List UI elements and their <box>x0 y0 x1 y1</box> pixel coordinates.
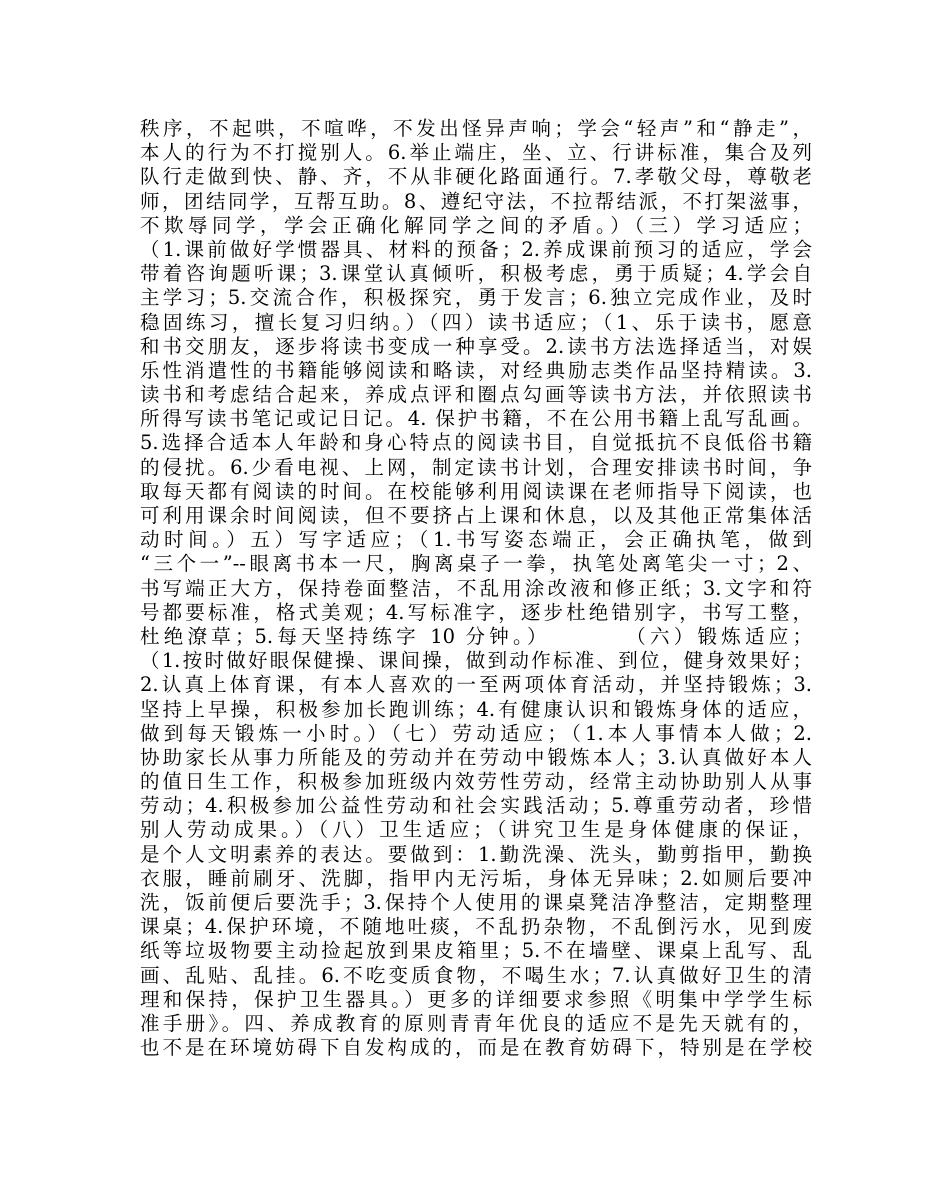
text-line: 师，团结同学，互帮互助。8、遵纪守法，不拉帮结派，不打架滋事， <box>140 189 812 213</box>
text-line: 主学习；5.交流合作，积极探究，勇于发言；6.独立完成作业，及时 <box>140 286 812 310</box>
text-line: “三个一”--眼离书本一尺，胸离桌子一拳，执笔处离笔尖一寸；2、 <box>140 552 812 576</box>
text-line: 课桌；4.保护环境，不随地吐痰，不乱扔杂物，不乱倒污水，见到废 <box>140 915 812 939</box>
text-line: （1.按时做好眼保健操、课间操，做到动作标准、到位，健身效果好； <box>140 649 812 673</box>
text-line: 带着咨询题听课；3.课堂认真倾听，积极考虑，勇于质疑；4.学会自 <box>140 262 812 286</box>
text-line: 理和保持，保护卫生器具。）更多的详细要求参照《明集中学学生标 <box>140 987 812 1011</box>
text-line: 画、乱贴、乱挂。6.不吃变质食物，不喝生水；7.认真做好卫生的清 <box>140 963 812 987</box>
text-line: 5.选择合适本人年龄和身心特点的阅读书目，自觉抵抗不良低俗书籍 <box>140 431 812 455</box>
text-line: 秩序，不起哄，不喧哗，不发出怪异声响；学会“轻声”和“静走”， <box>140 117 812 140</box>
text-line: 书写端正大方，保持卷面整洁，不乱用涂改液和修正纸；3.文字和符 <box>140 576 812 600</box>
body-text <box>140 117 812 1060</box>
text-line: 劳动；4.积极参加公益性劳动和社会实践活动；5.尊重劳动者，珍惜 <box>140 794 812 818</box>
text-line: 队行走做到快、静、齐，不从非硬化路面通行。7.孝敬父母，尊敬老 <box>140 165 812 189</box>
text-line: 别人劳动成果。）（八）卫生适应；（讲究卫生是身体健康的保证， <box>140 818 812 842</box>
text-line: 动时间。）五）写字适应；（1.书写姿态端正，会正确执笔，做到 <box>140 528 812 552</box>
text-line: 本人的行为不打搅别人。6.举止端庄，坐、立、行讲标准，集合及列 <box>140 141 812 165</box>
text-line: 号都要标准，格式美观；4.写标准字，逐步杜绝错别字，书写工整， <box>140 600 812 624</box>
text-line: 可利用课余时间阅读，但不要挤占上课和休息，以及其他正常集体活 <box>140 504 812 527</box>
text-line: 的值日生工作，积极参加班级内效劳性劳动，经常主动协助别人从事 <box>140 770 812 794</box>
text-line: 洗，饭前便后要洗手；3.保持个人使用的课桌凳洁净整洁，定期整理 <box>140 891 812 914</box>
text-line: 衣服，睡前刷牙、洗脚，指甲内无污垢，身体无异味；2.如厕后要冲 <box>140 866 812 890</box>
text-line: 协助家长从事力所能及的劳动并在劳动中锻炼本人；3.认真做好本人 <box>140 745 812 769</box>
text-line: 准手册》。四、养成教育的原则青青年优良的适应不是先天就有的， <box>140 1011 812 1035</box>
text-line: 杜绝潦草；5.每天坚持练字 10 分钟。） （六）锻炼适应； <box>140 624 812 648</box>
document-page <box>140 117 812 1177</box>
text-line: 稳固练习，擅长复习归纳。）（四）读书适应；（1、乐于读书，愿意 <box>140 310 812 334</box>
text-line: 读书和考虑结合起来，养成点评和圈点勾画等读书方法，并依照读书 <box>140 383 812 407</box>
text-line: 2.认真上体育课，有本人喜欢的一至两项体育活动，并坚持锻炼；3. <box>140 673 812 697</box>
text-line: 和书交朋友，逐步将读书变成一种享受。2.读书方法选择适当，对娱 <box>140 334 812 358</box>
text-line: 纸等垃圾物要主动捡起放到果皮箱里；5.不在墙壁、课桌上乱写、乱 <box>140 939 812 963</box>
text-line: 不欺辱同学，学会正确化解同学之间的矛盾。）（三）学习适应； <box>140 213 812 237</box>
text-line: 所得写读书笔记或记日记。4. 保护书籍，不在公用书籍上乱写乱画。 <box>140 407 812 431</box>
text-line: 做到每天锻炼一小时。）（七）劳动适应；（1.本人事情本人做；2. <box>140 721 812 745</box>
text-line: 是个人文明素养的表达。要做到：1.勤洗澡、洗头，勤剪指甲，勤换 <box>140 842 812 866</box>
text-line: 坚持上早操，积极参加长跑训练；4.有健康认识和锻炼身体的适应， <box>140 697 812 721</box>
text-line: 取每天都有阅读的时间。在校能够利用阅读课在老师指导下阅读，也 <box>140 479 812 503</box>
text-line: 也不是在环境妨碍下自发构成的，而是在教育妨碍下，特别是在学校 <box>140 1036 812 1060</box>
text-line: 的侵扰。6.少看电视、上网，制定读书计划，合理安排读书时间，争 <box>140 455 812 479</box>
text-line: （1.课前做好学惯器具、材料的预备；2.养成课前预习的适应，学会 <box>140 237 812 261</box>
text-line: 乐性消遣性的书籍能够阅读和略读，对经典励志类作品坚持精读。3. <box>140 358 812 382</box>
